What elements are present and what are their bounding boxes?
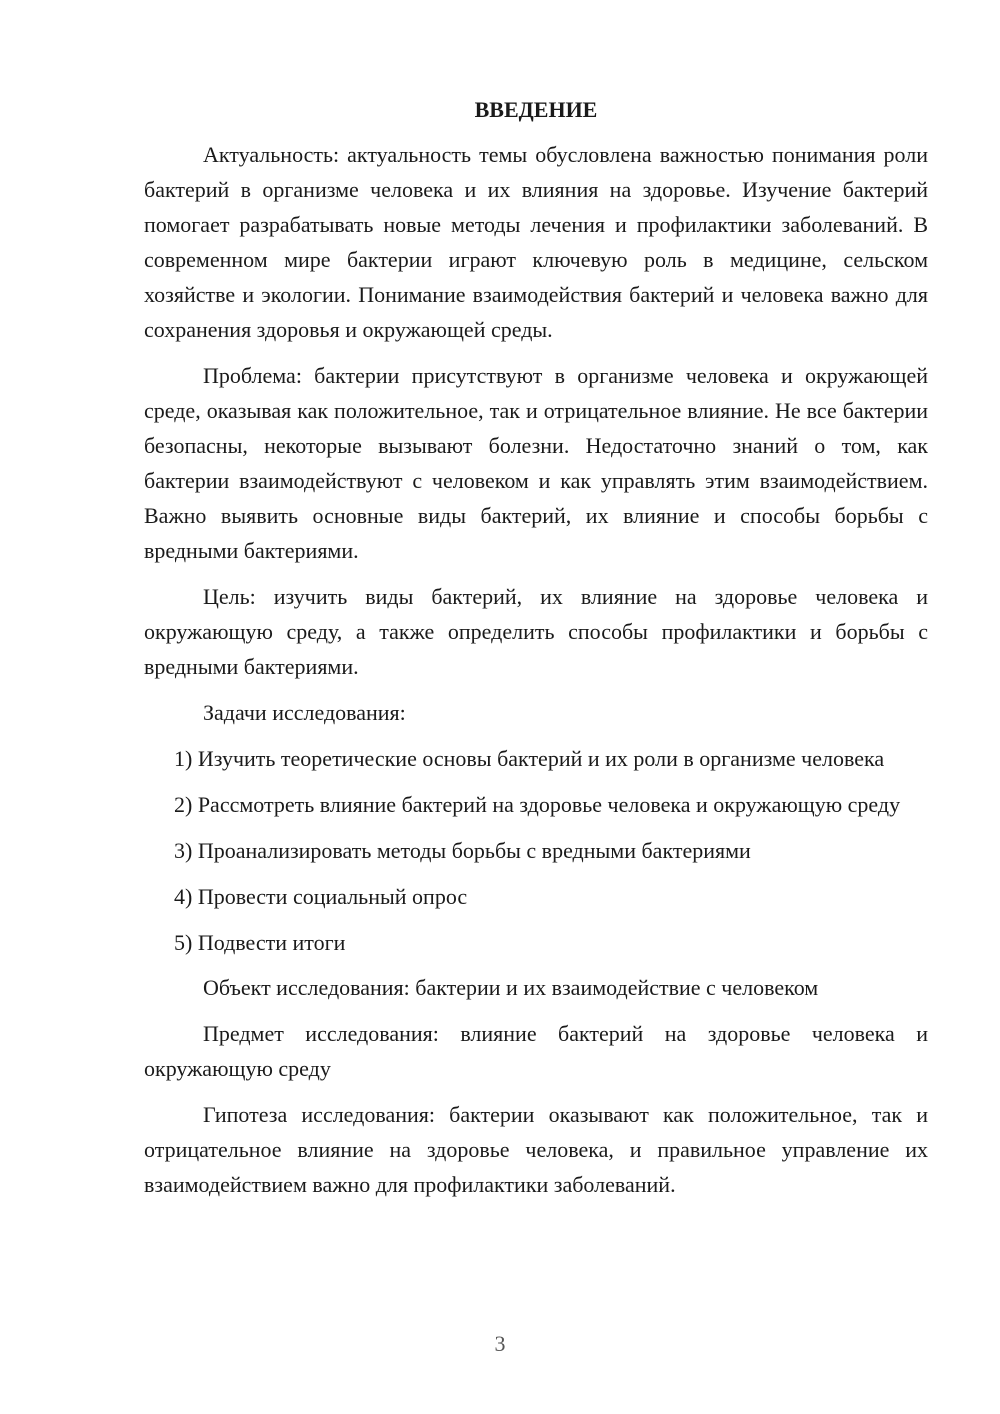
document-page: [144, 92, 928, 1202]
task-item-4: 4) Провести социальный опрос: [174, 884, 468, 909]
section-heading: ВВЕДЕНИЕ: [474, 97, 598, 122]
problem-paragraph: Проблема: бактерии присутствуют в организме человека и окружающей среде, оказывая как положительное, так и отрицательное влияние. Не все бактерии безопасны, некоторые вызывают болезни. Недостаточно знаний о том, как бактерии взаимодействуют с человеком и как управлять этим взаимодействием. Важно выявить основные виды бактерий, их влияние и способы борьбы с вредными бактериями.: [144, 363, 928, 563]
tasks-heading: Задачи исследования:: [203, 700, 406, 725]
hypothesis-paragraph: Гипотеза исследования: бактерии оказывают как положительное, так и отрицательное влияние на здоровье человека, и правильное управление их взаимодействием важно для профилактики заболеваний.: [144, 1102, 928, 1197]
task-item-5: 5) Подвести итоги: [174, 930, 346, 955]
object-paragraph: Объект исследования: бактерии и их взаимодействие с человеком: [203, 975, 819, 1000]
relevance-paragraph: Актуальность: актуальность темы обусловлена важностью понимания роли бактерий в организме человека и их влияния на здоровье. Изучение бактерий помогает разрабатывать новые методы лечения и профилактики заболеваний. В современном мире бактерии играют ключевую роль в медицине, сельском хозяйстве и экологии. Понимание взаимодействия бактерий и человека важно для сохранения здоровья и окружающей среды.: [144, 142, 928, 342]
page-number: 3: [494, 1331, 506, 1356]
task-item-2: 2) Рассмотреть влияние бактерий на здоровье человека и окружающую среду: [174, 792, 901, 817]
goal-paragraph: Цель: изучить виды бактерий, их влияние на здоровье человека и окружающую среду, а также определить способы профилактики и борьбы с вредными бактериями.: [144, 584, 928, 679]
task-item-1: 1) Изучить теоретические основы бактерий и их роли в организме человека: [174, 746, 885, 771]
subject-paragraph: Предмет исследования: влияние бактерий на здоровье человека и окружающую среду: [144, 1021, 928, 1081]
task-item-3: 3) Проанализировать методы борьбы с вредными бактериями: [174, 838, 751, 863]
